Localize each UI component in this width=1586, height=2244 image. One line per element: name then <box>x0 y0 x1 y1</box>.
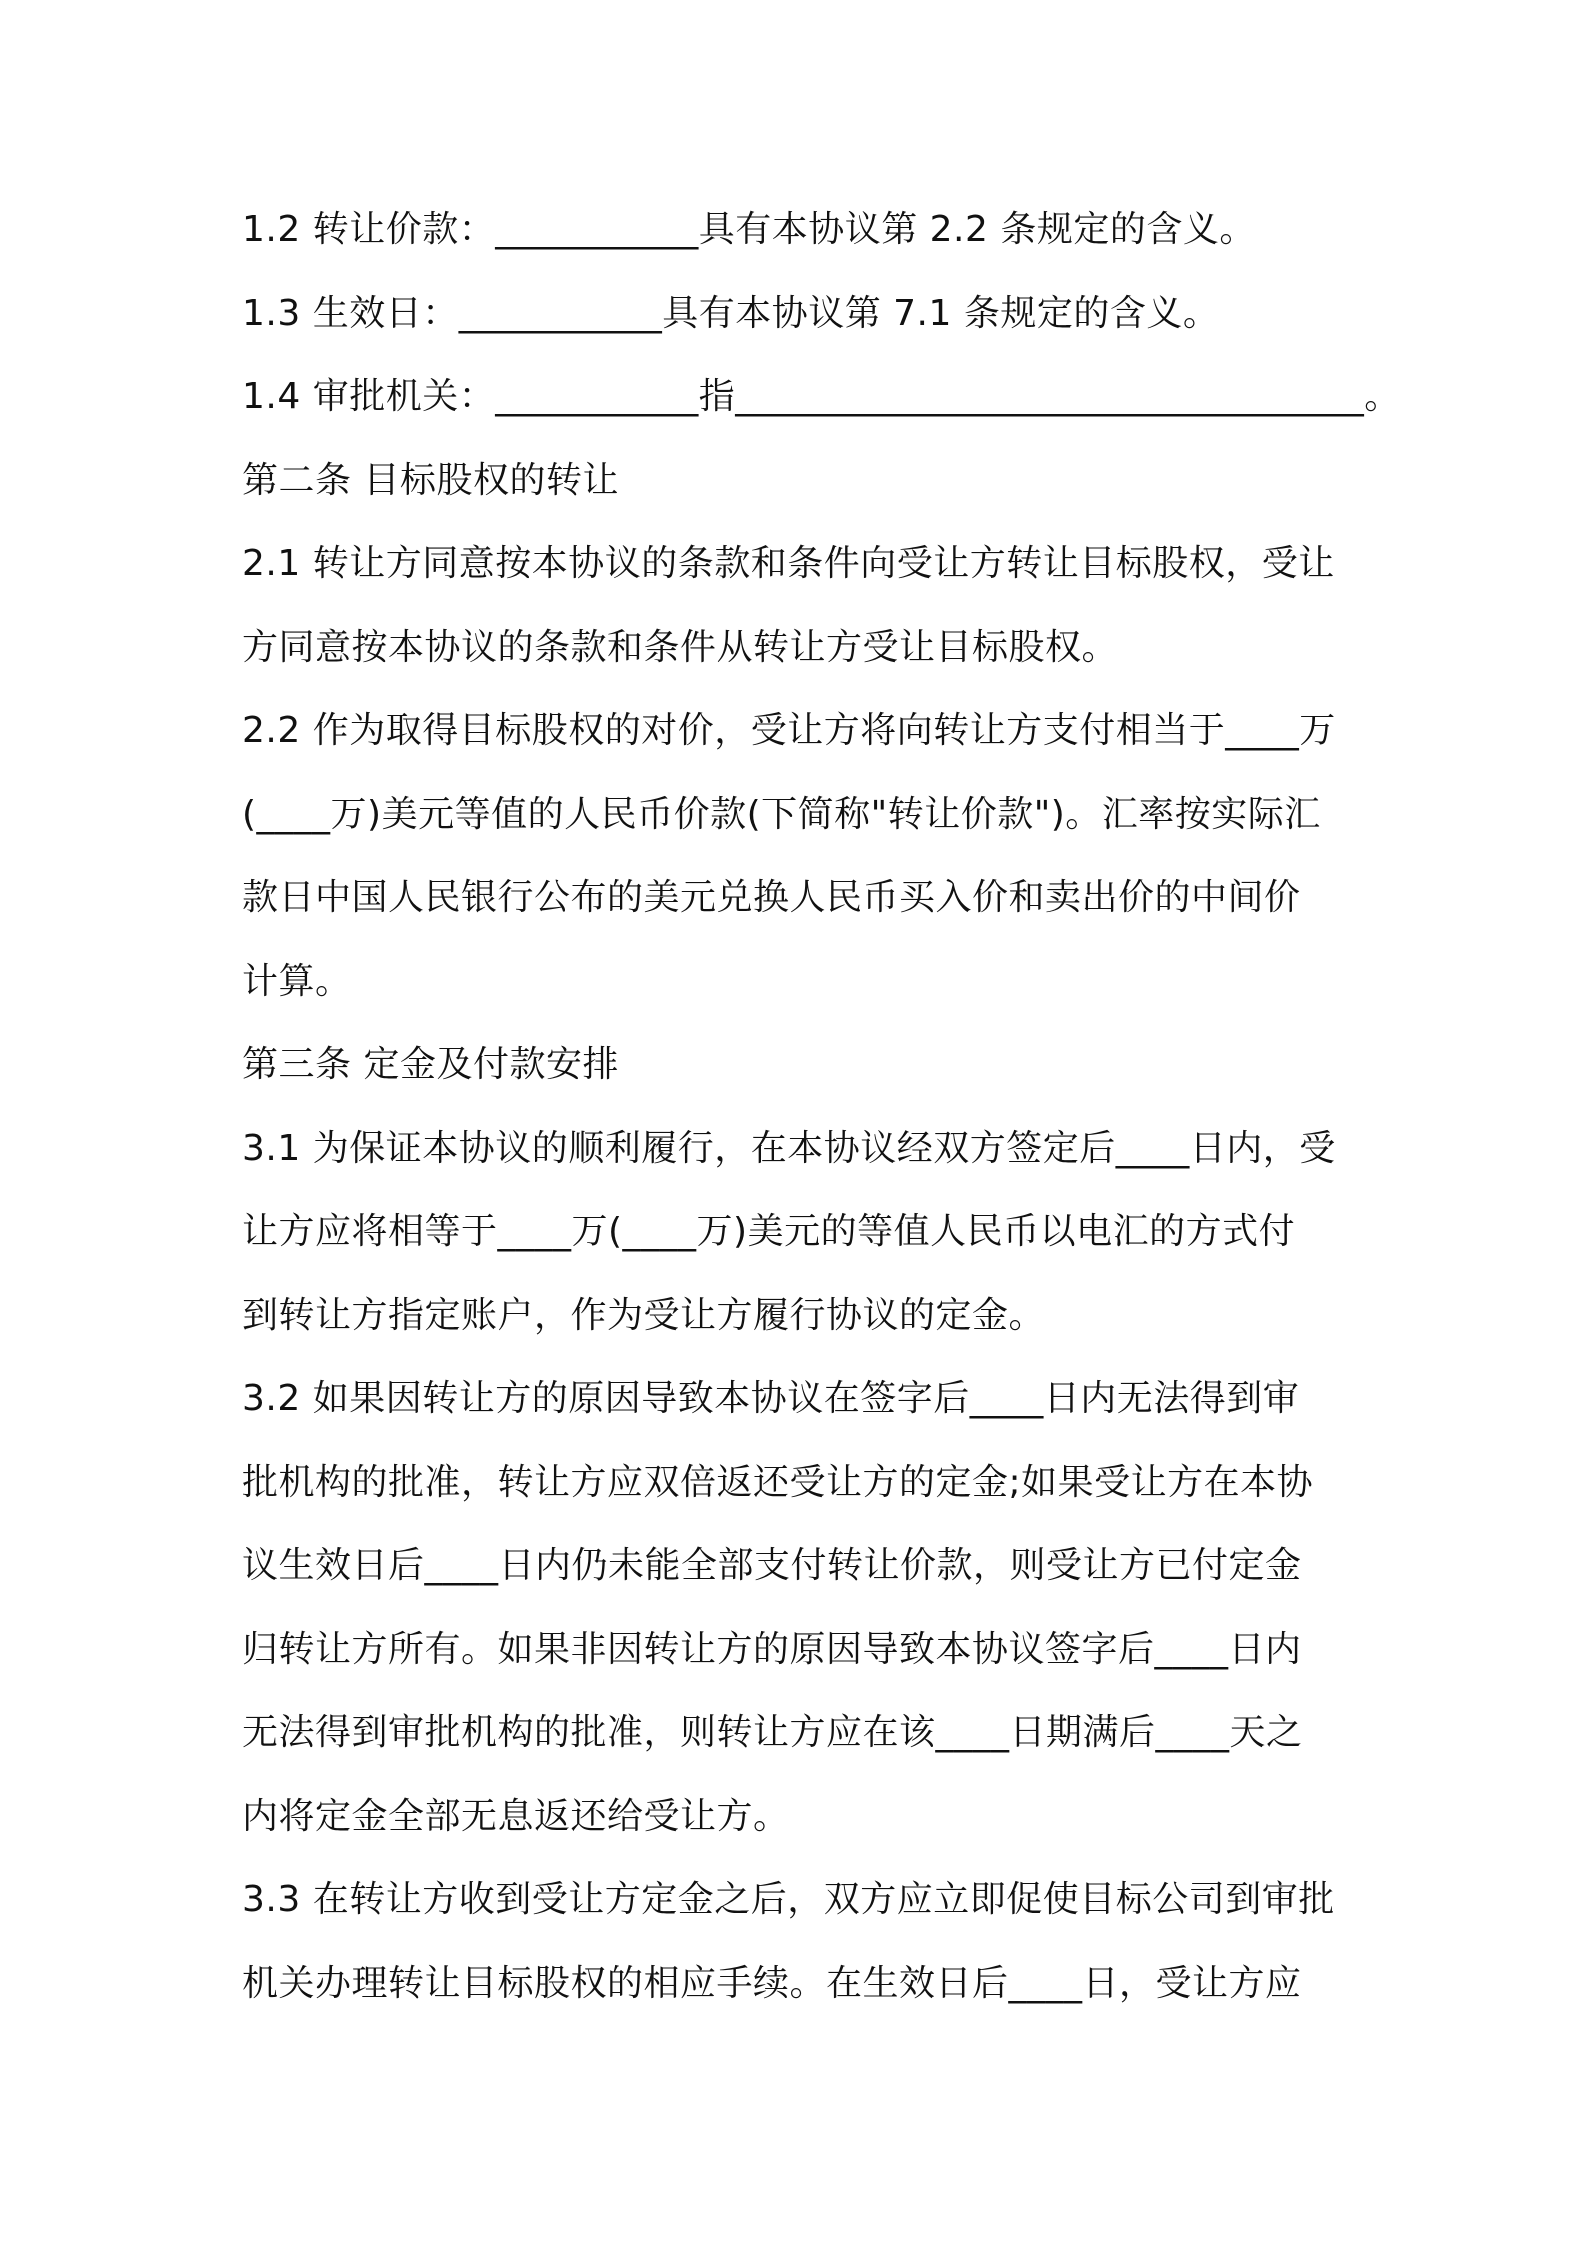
article-3-heading: 第三条 定金及付款安排 <box>242 1044 619 1085</box>
clause-1-2-transfer-price: 1.2 转让价款：___________具有本协议第 2.2 条规定的含义。 <box>242 209 1256 250</box>
clause-2-2-line-3: 款日中国人民银行公布的美元兑换人民币买入价和卖出价的中间价 <box>242 877 1301 918</box>
clause-2-2-line-4: 计算。 <box>242 960 352 1002</box>
clause-1-3-effective-date: 1.3 生效日：___________具有本协议第 7.1 条规定的含义。 <box>242 292 1220 334</box>
clause-2-2-line-2: (____万)美元等值的人民币价款(下简称"转让价款")。汇率按实际汇 <box>242 793 1321 835</box>
clause-3-3-line-1: 3.3 在转让方收到受让方定金之后，双方应立即促使目标公司到审批 <box>242 1879 1335 1920</box>
clause-3-2-line-5: 无法得到审批机构的批准，则转让方应在该____日期满后____天之 <box>242 1712 1303 1753</box>
clause-3-2-line-2: 批机构的批准，转让方应双倍返还受让方的定金;如果受让方在本协 <box>242 1461 1314 1503</box>
clause-1-4-approval-authority: 1.4 审批机关：___________指__________________________________。 <box>242 376 1401 417</box>
document-body <box>242 188 1401 2025</box>
clause-3-2-line-3: 议生效日后____日内仍未能全部支付转让价款，则受让方已付定金 <box>242 1545 1302 1586</box>
clause-3-1-line-3: 到转让方指定账户，作为受让方履行协议的定金。 <box>242 1294 1046 1336</box>
clause-2-2-line-1: 2.2 作为取得目标股权的对价，受让方将向转让方支付相当于____万 <box>242 710 1336 751</box>
clause-3-2-line-6: 内将定金全部无息返还给受让方。 <box>242 1795 790 1837</box>
clause-2-1-line-1: 2.1 转让方同意按本协议的条款和条件向受让方转让目标股权，受让 <box>242 543 1335 584</box>
clause-3-2-line-1: 3.2 如果因转让方的原因导致本协议在签字后____日内无法得到审 <box>242 1378 1300 1419</box>
clause-2-1-line-2: 方同意按本协议的条款和条件从转让方受让目标股权。 <box>242 626 1119 668</box>
clause-3-2-line-4: 归转让方所有。如果非因转让方的原因导致本协议签字后____日内 <box>242 1628 1302 1670</box>
article-2-heading: 第二条 目标股权的转让 <box>242 459 619 501</box>
clause-3-3-line-2: 机关办理转让目标股权的相应手续。在生效日后____日，受让方应 <box>242 1962 1302 2004</box>
clause-3-1-line-2: 让方应将相等于____万(____万)美元的等值人民币以电汇的方式付 <box>242 1211 1296 1252</box>
clause-3-1-line-1: 3.1 为保证本协议的顺利履行，在本协议经双方签定后____日内，受 <box>242 1127 1336 1169</box>
